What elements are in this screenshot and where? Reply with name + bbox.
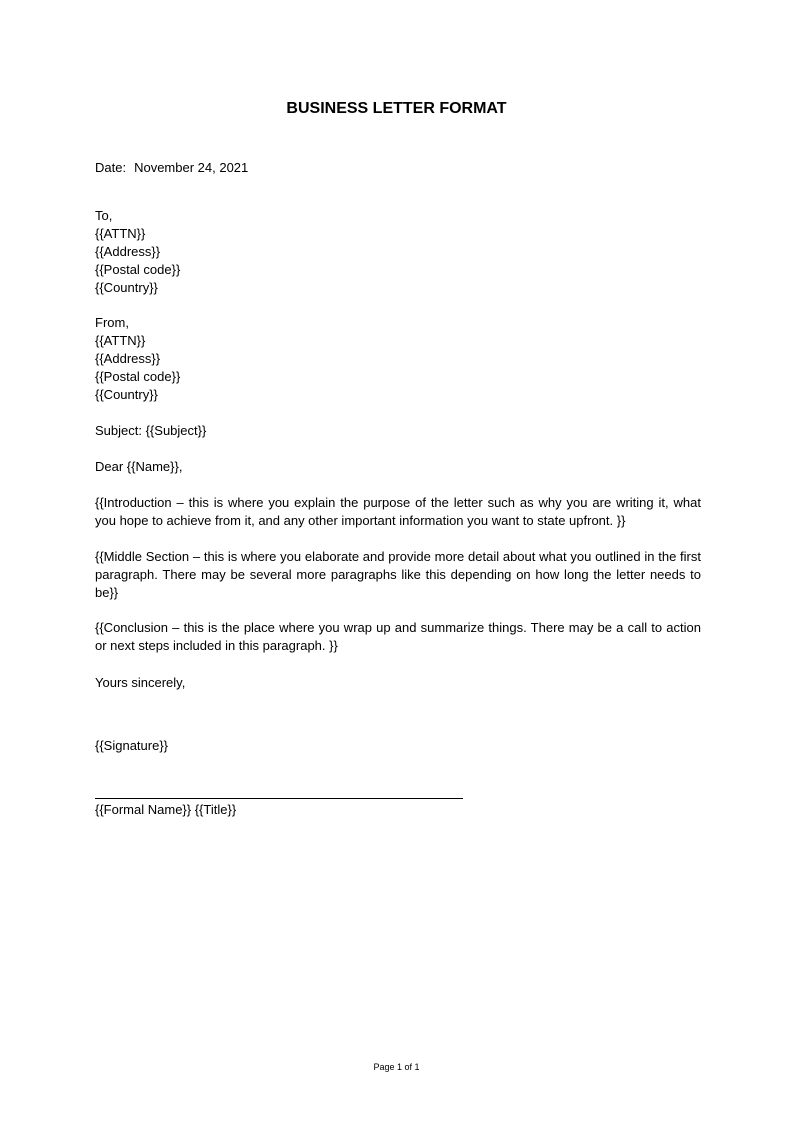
sender-country: {{Country}} [95, 387, 158, 402]
date-label: Date: [95, 160, 127, 175]
recipient-address: {{Address}} [95, 244, 161, 259]
introduction-paragraph: {{Introduction – this is where you explain the purpose of the letter such as why you are writing it, what you hope to achieve from it, and any other important information you want to state upfront. }} [95, 495, 701, 528]
recipient-country: {{Country}} [95, 280, 158, 295]
signature-line [95, 798, 463, 799]
sender-address: {{Address}} [95, 351, 161, 366]
document-title: BUSINESS LETTER FORMAT [286, 100, 507, 117]
middle-section-paragraph: {{Middle Section – this is where you elaborate and provide more detail about what you outlined in the first paragraph. There may be several more paragraphs like this depending on how long the letter needs to be}} [95, 549, 701, 600]
date-value: November 24, 2021 [134, 160, 249, 175]
conclusion-paragraph: {{Conclusion – this is the place where you wrap up and summarize things. There may be a call to action or next steps included in this paragraph. }} [95, 620, 701, 653]
salutation: Dear {{Name}}, [95, 459, 183, 474]
recipient-block [95, 207, 701, 297]
recipient-heading: To, [95, 208, 113, 223]
recipient-attn: {{ATTN}} [95, 226, 146, 241]
closing: Yours sincerely, [95, 675, 186, 690]
subject-line: Subject: {{Subject}} [95, 423, 207, 438]
recipient-postal-code: {{Postal code}} [95, 262, 181, 277]
signer-name-title: {{Formal Name}} {{Title}} [95, 802, 237, 817]
signature-placeholder: {{Signature}} [95, 738, 169, 753]
sender-heading: From, [95, 315, 129, 330]
sender-postal-code: {{Postal code}} [95, 369, 181, 384]
page-number-footer: Page 1 of 1 [373, 1062, 420, 1072]
sender-block [95, 314, 701, 404]
sender-attn: {{ATTN}} [95, 333, 146, 348]
date-line [95, 159, 701, 177]
